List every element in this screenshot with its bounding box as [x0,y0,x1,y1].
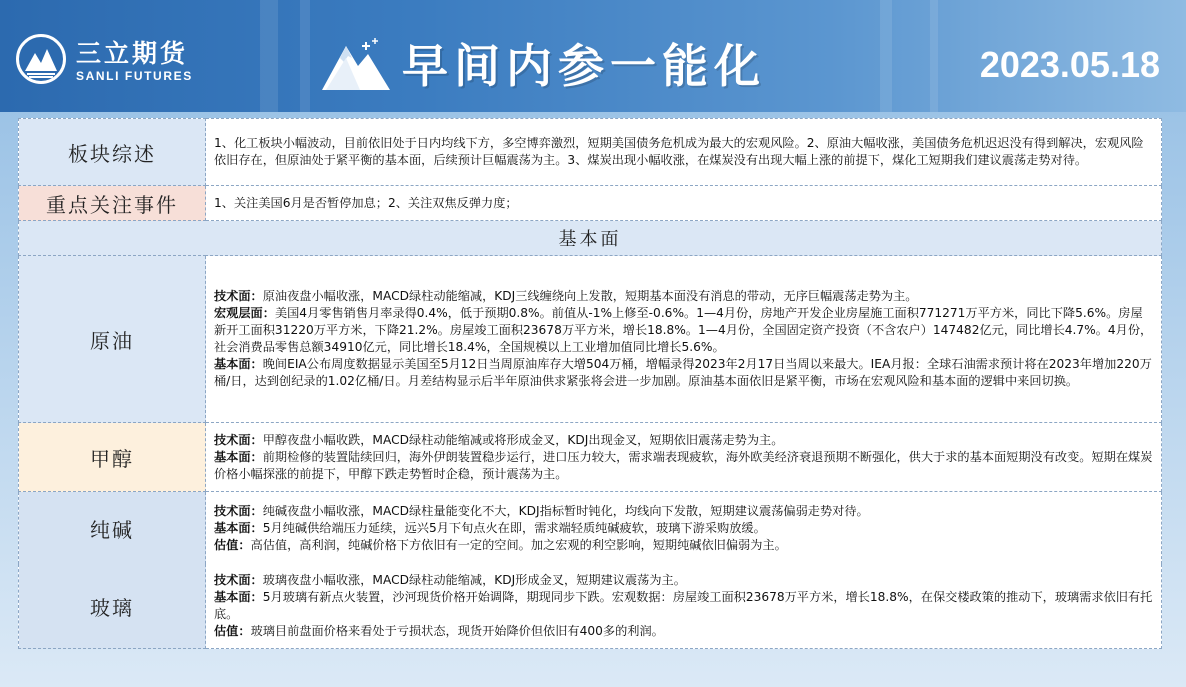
table-row-soda [19,492,1162,565]
oil-tech-label: 技术面： [214,289,263,303]
soda-val-text: 高估值，高利润，纯碱价格下方依旧有一定的空间。加之宏观的利空影响，短期纯碱依旧偏弱为主。 [250,537,787,552]
soda-label: 纯碱 [19,492,206,565]
overview-text: 1、化工板块小幅波动，目前依旧处于日内均线下方，多空博弈激烈，短期美国债务危机成为最大的宏观风险。2、原油大幅收涨，美国债务危机迟迟没有得到解决，宏观风险依旧存在，但原油处于紧平衡的基本面，后续预计巨幅震荡为主。3、煤炭出现小幅收涨，在煤炭没有出现大幅上涨的前提下，煤化工短期我们建议震荡走势对待。 [206,119,1162,186]
table-row-overview [19,119,1162,186]
oil-fund-label: 基本面： [214,357,263,371]
glass-tech-text: 玻璃夜盘小幅收涨，MACD绿柱动能缩减，KDJ形成金叉，短期建议震荡为主。 [262,573,686,587]
oil-content [206,256,1162,423]
methanol-tech-label: 技术面： [214,432,263,447]
events-text: 1、关注美国6月是否暂停加息；2、关注双焦反弹力度； [206,186,1162,221]
overview-label: 板块综述 [19,119,206,186]
glass-val-label: 估值： [214,624,251,638]
oil-macro-text: 美国4月零售销售月率录得0.4%，低于预期0.8%。前值从-1%上修至-0.6%。1—4月份，房地产开发企业房屋施工面积771271万平方米，同比下降5.6%。房屋新开工面积31220万平方米，下降21.2%。房屋竣工面积23678万平方米，增长18.8%。1—4月份，全国固定资产投资（不含农户）147482亿元，同比增长4.7%。4月份，社会消费品零售总额34910亿元，同比增长18.4%，全国规模以上工业增加值同比增长5.6%。 [214,306,1153,354]
table-row-oil [19,256,1162,423]
background-tower [930,0,938,112]
oil-label: 原油 [19,256,206,423]
oil-macro-label: 宏观层面： [214,306,275,320]
company-name: 三立期货 [76,39,189,68]
glass-val-text: 玻璃目前盘面价格来看处于亏损状态，现货开始降价但依旧有400多的利润。 [250,624,664,638]
soda-content [206,492,1162,565]
glass-fund-label: 基本面： [214,590,263,604]
soda-val-label: 估值： [214,537,251,552]
events-label: 重点关注事件 [19,186,206,221]
table-row-glass [19,564,1162,649]
methanol-fund-text: 前期检修的装置陆续回归，海外伊朗装置稳步运行，进口压力较大，需求端表现疲软，海外欧美经济衰退预期不断强化，供大于求的基本面短期没有改变。短期在煤炭价格小幅探涨的前提下，甲醇下跌走势暂时企稳，预计震荡为主。 [214,449,1153,481]
report-header [0,0,1186,112]
soda-fund-text: 5月纯碱供给端压力延续，远兴5月下旬点火在即，需求端轻质纯碱疲软，玻璃下游采购放缓。 [262,520,766,535]
glass-label: 玻璃 [19,564,206,649]
mountain-icon [320,36,392,92]
methanol-tech-text: 甲醇夜盘小幅收跌，MACD绿柱动能缩减或将形成金叉，KDJ出现金叉，短期依旧震荡走势为主。 [262,432,784,447]
background-tower [260,0,278,112]
report-date: 2023.05.18 [979,44,1160,85]
oil-tech-text: 原油夜盘小幅收涨，MACD绿柱动能缩减，KDJ三线缠绕向上发散，短期基本面没有消息的带动，无序巨幅震荡走势为主。 [262,289,918,303]
oil-fund-text: 晚间EIA公布周度数据显示美国至5月12日当周原油库存大增504万桶，增幅录得2023年2月17日当周以来最大。IEA月报：全球石油需求预计将在2023年增加220万桶/日，达到创纪录的1.02亿桶/日。月差结构显示后半年原油供求紧张将会进一步加剧。原油基本面依旧是紧平衡，市场在宏观风险和基本面的逻辑中来回切换。 [214,357,1152,388]
table-row-fundamentals-header [19,221,1162,256]
report-table [18,118,1162,649]
soda-tech-text: 纯碱夜盘小幅收涨，MACD绿柱量能变化不大，KDJ指标暂时钝化，均线向下发散，短期建议震荡偏弱走势对待。 [262,503,869,518]
methanol-label: 甲醇 [19,423,206,492]
methanol-content [206,423,1162,492]
soda-tech-label: 技术面： [214,503,263,518]
table-row-events [19,186,1162,221]
glass-content [206,564,1162,649]
glass-fund-text: 5月玻璃有新点火装置，沙河现货价格开始调降，期现同步下跌。宏观数据：房屋竣工面积23678万平方米，增长18.8%，在保交楼政策的推动下，玻璃需求依旧有托底。 [214,590,1153,621]
glass-tech-label: 技术面： [214,573,263,587]
company-logo-icon [16,34,66,84]
background-tower [880,0,892,112]
soda-fund-label: 基本面： [214,520,263,535]
report-title: 早间内参一能化 [402,39,766,93]
fundamentals-header: 基本面 [19,221,1162,256]
background-tower [300,0,310,112]
methanol-fund-label: 基本面： [214,449,263,464]
table-row-methanol [19,423,1162,492]
company-name-english: SANLI FUTURES [76,69,193,83]
